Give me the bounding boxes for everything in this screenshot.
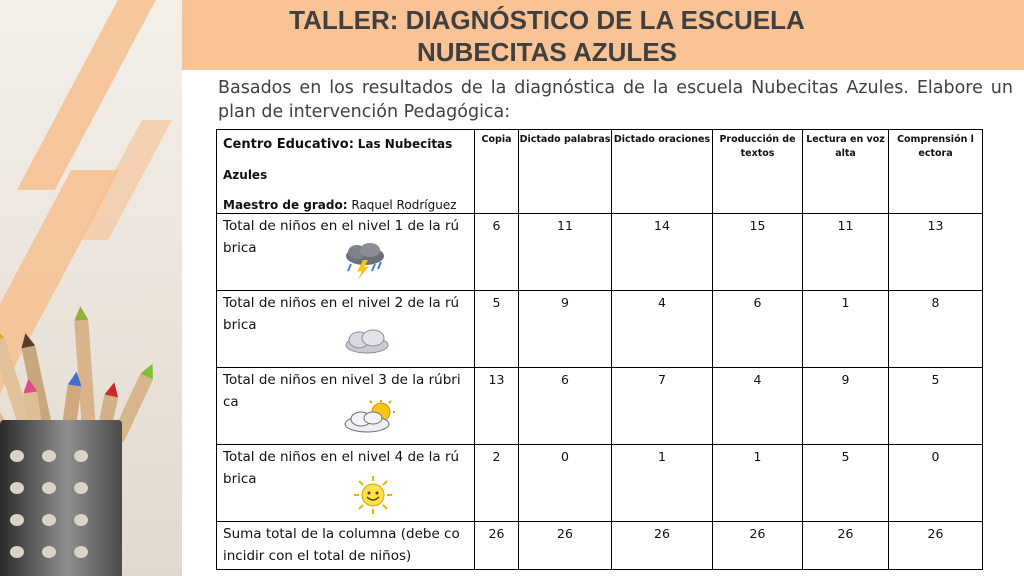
row-label-cell xyxy=(217,522,475,570)
page-title-line-2: NUBECITAS AZULES xyxy=(417,37,677,67)
table-cell: 6 xyxy=(519,368,612,445)
table-cell: 1 xyxy=(803,291,889,368)
table-row xyxy=(217,368,983,445)
table-cell: 0 xyxy=(889,445,983,522)
table-cell: 9 xyxy=(519,291,612,368)
row-label: Total de niños en el nivel 1 de la rú brica xyxy=(223,218,460,256)
table-cell: 8 xyxy=(889,291,983,368)
column-header: Dictado palabras xyxy=(519,130,612,214)
table-cell: 9 xyxy=(803,368,889,445)
table-row xyxy=(217,291,983,368)
row-label: Total de niños en el nivel 4 de la rú brica xyxy=(223,449,460,487)
table-cell: 1 xyxy=(612,445,713,522)
table-cell: 5 xyxy=(475,291,519,368)
row-label-cell xyxy=(217,368,475,445)
table-cell: 13 xyxy=(889,214,983,291)
center-name-line-2: Azules xyxy=(223,168,268,182)
teacher-name: Raquel Rodríguez xyxy=(351,198,457,212)
table-cell: 2 xyxy=(475,445,519,522)
storm-cloud-icon xyxy=(343,242,387,280)
table-cell: 0 xyxy=(519,445,612,522)
column-header: Lectura en voz alta xyxy=(803,130,889,214)
column-header: Copia xyxy=(475,130,519,214)
sun-icon xyxy=(353,475,393,515)
table-cell: 15 xyxy=(713,214,803,291)
table-cell: 11 xyxy=(519,214,612,291)
table-cell: 26 xyxy=(475,522,519,570)
column-header: Producción de textos xyxy=(713,130,803,214)
table-cell: 5 xyxy=(889,368,983,445)
table-cell: 6 xyxy=(713,291,803,368)
table-cell: 26 xyxy=(803,522,889,570)
decorative-pencil-photo xyxy=(0,0,182,576)
table-row xyxy=(217,214,983,291)
table-cell: 13 xyxy=(475,368,519,445)
cloud-icon xyxy=(343,327,391,355)
table-cell: 14 xyxy=(612,214,713,291)
center-label: Centro Educativo: xyxy=(223,137,354,152)
table-cell: 6 xyxy=(475,214,519,291)
row-label: Suma total de la columna (debe co incidir con el total de niños) xyxy=(223,526,460,564)
page-title-line-1: TALLER: DIAGNÓSTICO DE LA ESCUELA xyxy=(289,5,805,35)
table-cell: 26 xyxy=(713,522,803,570)
column-header: Dictado oraciones xyxy=(612,130,713,214)
partly-sunny-icon xyxy=(343,400,399,434)
row-label-cell xyxy=(217,291,475,368)
table-cell: 1 xyxy=(713,445,803,522)
table-cell: 26 xyxy=(519,522,612,570)
table-row xyxy=(217,445,983,522)
table-header-row xyxy=(217,130,983,214)
table-cell: 26 xyxy=(612,522,713,570)
intro-paragraph: Basados en los resultados de la diagnóstica de la escuela Nubecitas Azules. Elabore un plan de intervención Pedagógica: xyxy=(218,78,1013,122)
table-cell: 4 xyxy=(713,368,803,445)
table-cell: 4 xyxy=(612,291,713,368)
page-title xyxy=(182,4,912,68)
table-row xyxy=(217,522,983,570)
table-cell: 11 xyxy=(803,214,889,291)
table-cell: 7 xyxy=(612,368,713,445)
column-header: Comprensión l ectora xyxy=(889,130,983,214)
row-label-cell xyxy=(217,445,475,522)
row-label-cell xyxy=(217,214,475,291)
table-cell: 5 xyxy=(803,445,889,522)
diagnostic-table xyxy=(216,129,983,570)
teacher-label: Maestro de grado: xyxy=(223,198,348,212)
row-label: Total de niños en nivel 3 de la rúbri ca xyxy=(223,372,461,410)
row-label: Total de niños en el nivel 2 de la rú brica xyxy=(223,295,460,333)
table-cell: 26 xyxy=(889,522,983,570)
center-name-line-1: Las Nubecitas xyxy=(357,137,453,151)
school-info-cell xyxy=(217,130,475,214)
